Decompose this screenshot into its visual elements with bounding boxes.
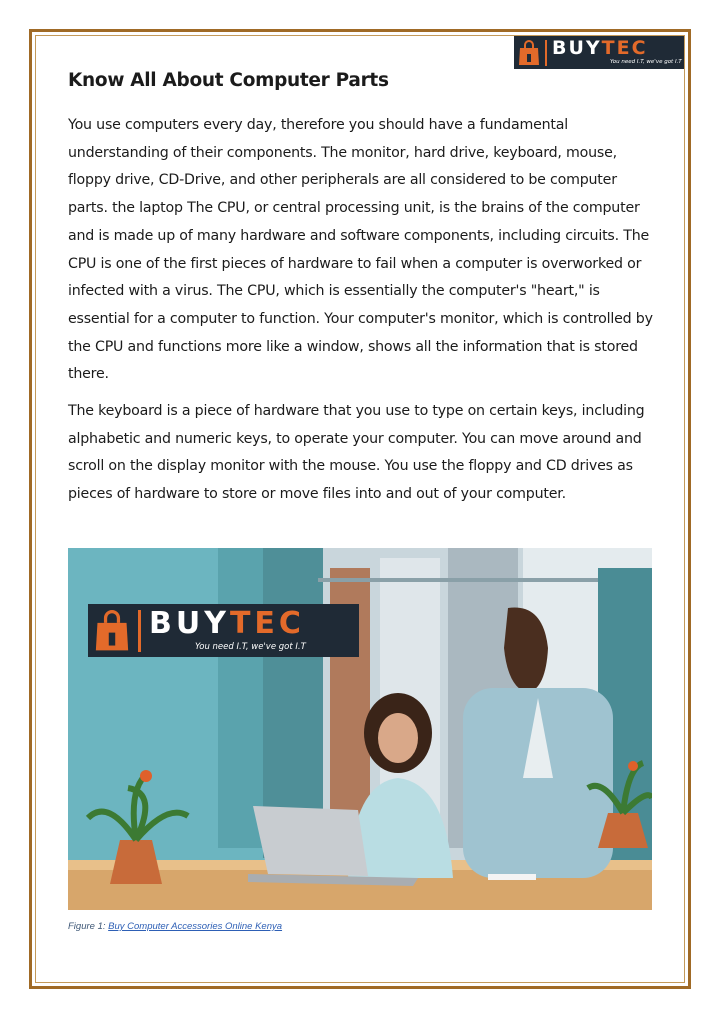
paragraph-1: You use computers every day, therefore you should have a fundamental understanding of their components. The monitor, hard drive, keyboard, mouse, floppy drive, CD-Drive, and other peripherals are all considered to be computer parts. the laptop The CPU, or central processing unit, is the brains of the computer and is made up of many hardware and software components, including circuits. The CPU is one of the first pieces of hardware to fail when a computer is overworked or infected with a virus. The CPU, which is essentially the computer's "heart," is essential for a computer to function. Your computer's monitor, which is controlled by the CPU and functions more like a window, shows all the information that is stored there. bbox=[68, 117, 653, 383]
office-photo bbox=[68, 548, 652, 910]
caption-prefix: Figure 1: bbox=[68, 921, 109, 932]
logo-wordmark: BUYTEC bbox=[552, 37, 648, 60]
caption-link[interactable]: Buy Computer Accessories Online Kenya bbox=[108, 921, 283, 932]
shopping-bag-icon bbox=[94, 610, 130, 652]
paragraph-2: The keyboard is a piece of hardware that you use to type on certain keys, including alphabetic and numeric keys, to operate your computer. You can move around and scroll on the display monitor with the mouse. You use the floppy and CD drives as pieces of hardware to store or move files into and out of your computer. bbox=[68, 403, 645, 503]
logo-separator bbox=[138, 610, 141, 652]
logo-tagline: You need I.T, we've got I.T bbox=[195, 642, 306, 653]
page-title: Know All About Computer Parts bbox=[68, 70, 389, 91]
figure-caption bbox=[68, 921, 282, 932]
logo-wordmark: BUYTEC bbox=[149, 606, 305, 642]
logo-tagline: You need I.T, we've got I.T bbox=[610, 59, 682, 66]
buytec-logo bbox=[514, 36, 684, 69]
photo-buytec-logo bbox=[88, 604, 359, 657]
logo-separator bbox=[545, 40, 547, 66]
office-photo-illustration bbox=[68, 548, 652, 910]
shopping-bag-icon bbox=[518, 40, 540, 66]
